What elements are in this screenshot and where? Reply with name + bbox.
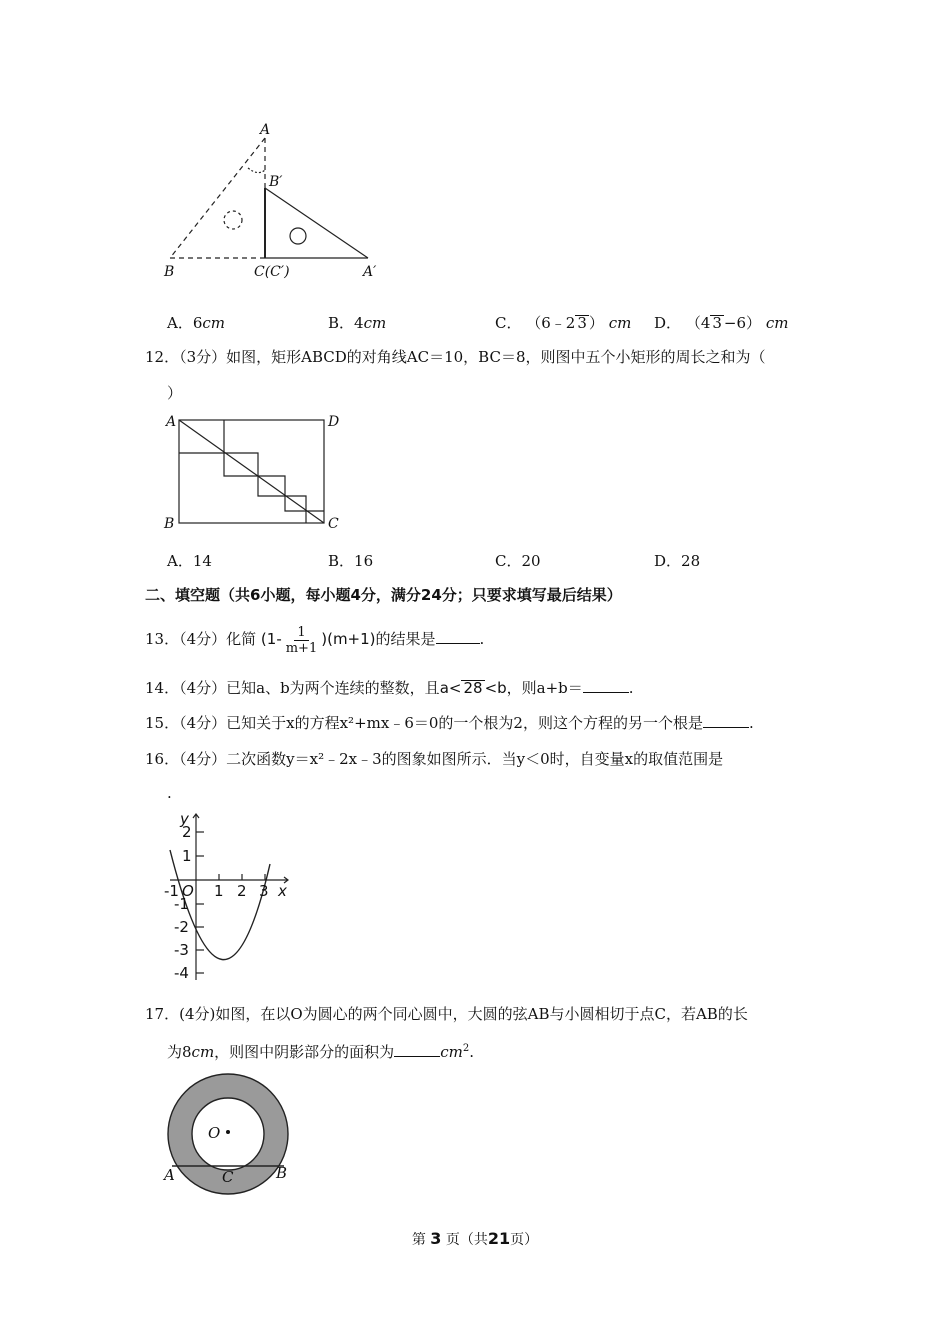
q16-y-label: y [180,810,189,828]
q12-label-B: B [164,516,175,532]
q14-post: ，则a+b＝ [506,679,583,697]
q17-label-A: A [164,1166,175,1184]
q14-lt-2: < [484,679,498,697]
q16-y-tick-1: 1 [182,847,192,865]
q16-y-tick-2: 2 [182,823,192,841]
q17-sup: 2 [462,1043,470,1054]
q11-option-d-label: D． [654,314,682,332]
q17-figure [158,1070,298,1195]
q16-y-tick-neg4: -4 [174,964,189,982]
q17-line2-pre: 为8 [167,1043,192,1061]
q11-option-c-radical: 3 [577,314,587,332]
section-title: 二、填空题（共6小题，每小题4分，满分24分；只要求填写最后结果） [145,586,622,604]
q17-line2 [167,1041,474,1062]
q13-denominator: m+1 [285,640,318,656]
q11-label-A: A [260,122,271,138]
q13-pre: 13．（4分）化简 [145,630,257,648]
q12-question-text: 12．（3分）如图，矩形ABCD的对角线AC＝10，BC＝8，则图中五个小矩形的周长之和为（ [145,348,766,366]
q12-option-a[interactable]: A．14 [167,552,212,570]
q14-a: a [439,679,449,697]
q12-label-C: C [328,516,339,532]
q11-option-d-unit: cm [765,314,789,332]
q15-end: . [748,714,754,732]
q16-x-tick-1: 1 [214,882,224,900]
q11-option-a-unit: cm [202,314,226,332]
q13-mid: )(m+1) [321,630,376,648]
q11-option-b[interactable] [328,312,386,333]
q17-unit2: cm [440,1043,463,1061]
q11-option-c-pre: （6﹣2 [526,314,576,332]
q16-y-tick-neg1: -1 [174,895,189,913]
q12-label-D: D [328,414,340,430]
q12-option-d[interactable]: D．28 [654,552,701,570]
q11-option-c[interactable] [495,312,631,333]
q13-numerator: 1 [294,625,308,641]
q15-text: 15．（4分）已知关于x的方程x²+mx﹣6＝0的一个根为2，则这个方程的另一个根是 [145,714,703,732]
q13-answer-blank[interactable] [436,629,480,644]
q11-option-b-value: 4 [354,314,364,332]
q14-end: . [628,679,634,697]
q14-b: b [497,679,507,697]
q17-label-C: C [222,1168,234,1186]
q11-option-d-post: −6） [723,314,762,332]
q11-option-a-label: A． [167,314,193,332]
q11-label-C: C(C′) [254,264,290,280]
q17-label-B: B [276,1164,288,1182]
q11-label-B: B [164,264,175,280]
q17-line2-mid: ，则图中阴影部分的面积为 [214,1043,395,1061]
q11-option-c-post: ） [588,314,604,332]
q11-option-a-value: 6 [192,314,203,332]
q16-origin-label: O [182,882,194,900]
q16-y-tick-neg3: -3 [174,941,189,959]
q13-open: (1- [260,630,282,648]
q11-option-c-unit: cm [608,314,632,332]
footer-mid: 页（共 [445,1232,488,1248]
q11-option-b-label: B． [328,314,355,332]
q13-post: 的结果是 [375,630,436,648]
q11-option-d[interactable] [654,312,788,333]
q11-label-B-prime: B′ [269,174,283,190]
footer-page-number: 3 [430,1229,442,1248]
q17-label-O: O [208,1124,221,1142]
q14 [145,677,634,698]
q11-option-b-unit: cm [363,314,387,332]
page-footer [0,1229,950,1249]
q16-y-tick-neg2: -2 [174,918,189,936]
q17-line1: 17．(4分)如图，在以O为圆心的两个同心圆中，大圆的弦AB与小圆相切于点C，若AB的长 [145,1005,748,1023]
q11-figure [150,118,400,288]
q11-option-d-radical: 3 [712,314,722,332]
footer-post: 页） [510,1232,539,1248]
q16-text: 16．（4分）二次函数y＝x²﹣2x﹣3的图象如图所示．当y＜0时，自变量x的取值范围是 [145,750,724,768]
q11-option-c-label: C． [495,314,522,332]
q14-answer-blank[interactable] [583,678,629,693]
q16-graph [160,808,300,988]
q12-option-c[interactable]: C．20 [495,552,541,570]
q13 [145,622,484,656]
footer-total-pages: 21 [487,1229,511,1248]
footer-pre: 第 [411,1232,426,1248]
q15-answer-blank[interactable] [703,713,749,728]
q14-lt-1: < [448,679,462,697]
q11-option-a[interactable] [167,312,225,333]
q15 [145,712,754,733]
q12-label-A: A [166,414,177,430]
q14-pre: 14．（4分）已知a、b为两个连续的整数，且 [145,679,440,697]
q16-x-tick-3: 3 [259,882,269,900]
q17-unit: cm [191,1043,215,1061]
q12-figure [158,408,348,533]
q16-x-tick-2: 2 [237,882,247,900]
q13-end: . [479,630,485,648]
q12-option-b[interactable]: B．16 [328,552,374,570]
q16-x-tick-neg1: -1 [164,882,179,900]
q14-radical: 28 [463,679,483,697]
q16-x-label: x [278,882,287,900]
q11-option-d-pre: （4 [685,314,711,332]
q17-end: . [469,1043,474,1061]
q16-text-cont: . [167,784,172,802]
q12-question-text-cont: ） [167,384,183,402]
q17-answer-blank[interactable] [394,1042,440,1057]
q13-fraction [283,625,321,656]
q11-label-A-prime: A′ [363,264,377,280]
